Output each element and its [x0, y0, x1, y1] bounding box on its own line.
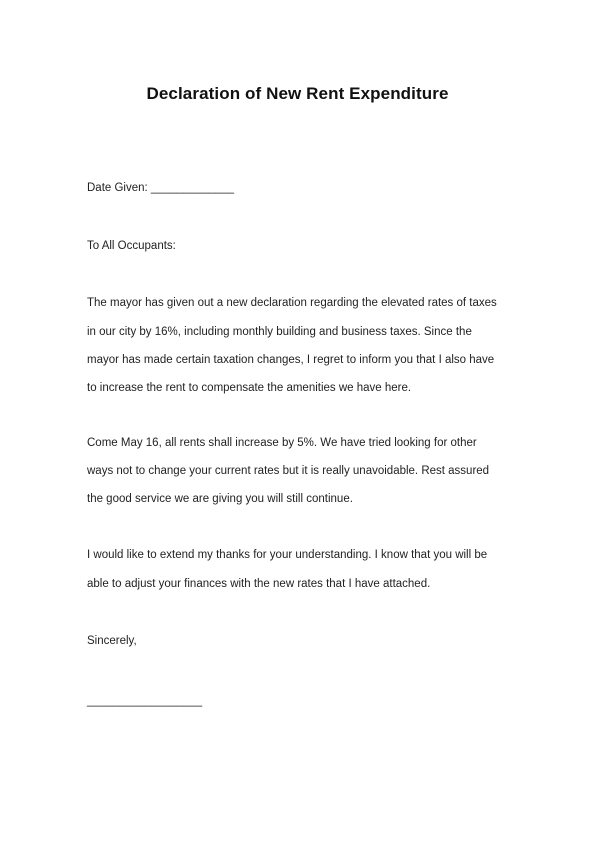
- paragraph-2-line-1: Come May 16, all rents shall increase by 5%. We have tried looking for other: [87, 437, 477, 449]
- paragraph-2-line-3: the good service we are giving you will still continue.: [87, 493, 353, 505]
- paragraph-1-line-4: to increase the rent to compensate the amenities we have here.: [87, 382, 412, 394]
- date-given-line: Date Given: _____________: [87, 182, 235, 194]
- signature-line: __________________: [87, 695, 203, 707]
- paragraph-2-line-2: ways not to change your current rates but it is really unavoidable. Rest assured: [87, 465, 490, 477]
- salutation: To All Occupants:: [87, 240, 176, 252]
- closing: Sincerely,: [87, 635, 137, 647]
- paragraph-1-line-2: in our city by 16%, including monthly building and business taxes. Since the: [87, 326, 472, 338]
- paragraph-1-line-3: mayor has made certain taxation changes, I regret to inform you that I also have: [87, 354, 495, 366]
- paragraph-3-line-1: I would like to extend my thanks for your understanding. I know that you will be: [87, 549, 488, 561]
- paragraph-1-line-1: The mayor has given out a new declaration regarding the elevated rates of taxes: [87, 297, 497, 309]
- document-title: Declaration of New Rent Expenditure: [146, 84, 449, 103]
- paragraph-3-line-2: able to adjust your finances with the new rates that I have attached.: [87, 578, 431, 590]
